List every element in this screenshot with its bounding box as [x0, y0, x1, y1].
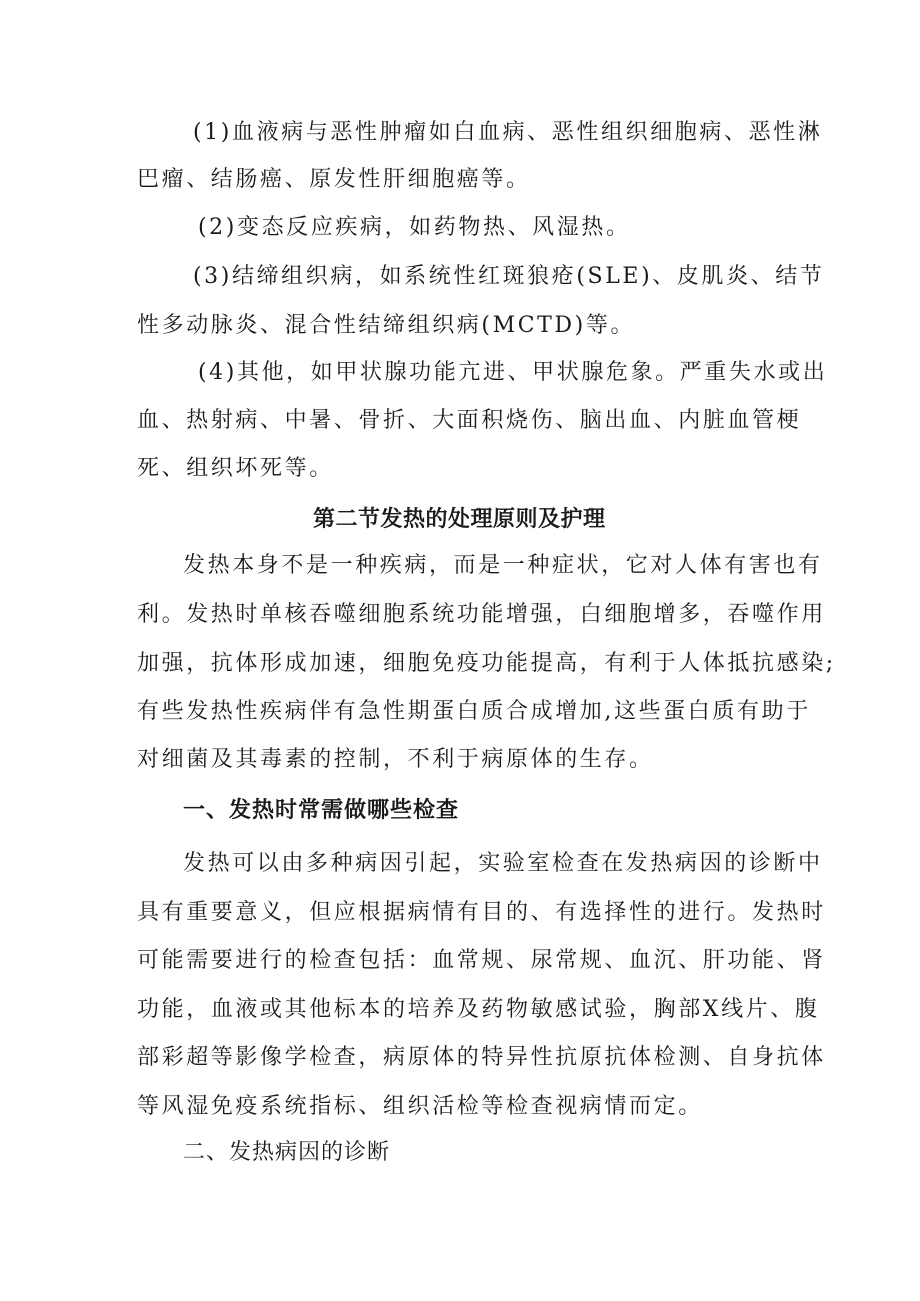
list-item-4-line-3: 死、组织坏死等。	[137, 456, 334, 481]
paragraph-2-line-4: 功能，血液或其他标本的培养及药物敏感试验，胸部X线片、腹	[137, 997, 820, 1022]
list-item-4-line-1: (4)其他，如甲状腺功能亢进、甲状腺危象。严重失水或出	[198, 360, 828, 385]
paragraph-2-line-5: 部彩超等影像学检查，病原体的特异性抗原抗体检测、自身抗体	[137, 1045, 826, 1070]
paragraph-2-line-1: 发热可以由多种病因引起，实验室检查在发热病因的诊断中	[183, 851, 823, 876]
list-item-3-line-2: 性多动脉炎、混合性结缔组织病(MCTD)等。	[137, 313, 636, 338]
paragraph-1-line-5: 对细菌及其毒素的控制，不利于病原体的生存。	[137, 747, 654, 772]
list-item-4-line-2: 血、热射病、中暑、骨折、大面积烧伤、脑出血、内脏血管梗	[137, 408, 802, 433]
list-item-2-line-1: (2)变态反应疾病，如药物热、风湿热。	[198, 215, 631, 240]
paragraph-1-line-4: 有些发热性疾病伴有急性期蛋白质合成增加,这些蛋白质有助于	[137, 699, 811, 724]
paragraph-2-line-2: 具有重要意义，但应根据病情有目的、有选择性的进行。发热时	[137, 900, 826, 925]
paragraph-1-line-1: 发热本身不是一种疾病，而是一种症状，它对人体有害也有	[183, 553, 823, 578]
list-item-1-line-1: (1)血液病与恶性肿瘤如白血病、恶性组织细胞病、恶性淋	[193, 120, 823, 145]
heading-examinations: 一、发热时常需做哪些检查	[183, 797, 460, 823]
list-item-3-line-1: (3)结缔组织病，如系统性红斑狼疮(SLE)、皮肌炎、结节	[193, 264, 825, 289]
section-title: 第二节发热的处理原则及护理	[313, 506, 606, 532]
paragraph-2-line-3: 可能需要进行的检查包括：血常规、尿常规、血沉、肝功能、肾	[137, 948, 826, 973]
list-item-1-line-2: 巴瘤、结肠癌、原发性肝细胞癌等。	[137, 167, 531, 192]
heading-diagnosis: 二、发热病因的诊断	[183, 1140, 391, 1165]
paragraph-1-line-3: 加强，抗体形成加速，细胞免疫功能提高，有利于人体抵抗感染;	[137, 651, 836, 676]
paragraph-2-line-6: 等风湿免疫系统指标、组织活检等检查视病情而定。	[137, 1094, 703, 1119]
paragraph-1-line-2: 利。发热时单核吞噬细胞系统功能增强，白细胞增多，吞噬作用	[137, 602, 826, 627]
